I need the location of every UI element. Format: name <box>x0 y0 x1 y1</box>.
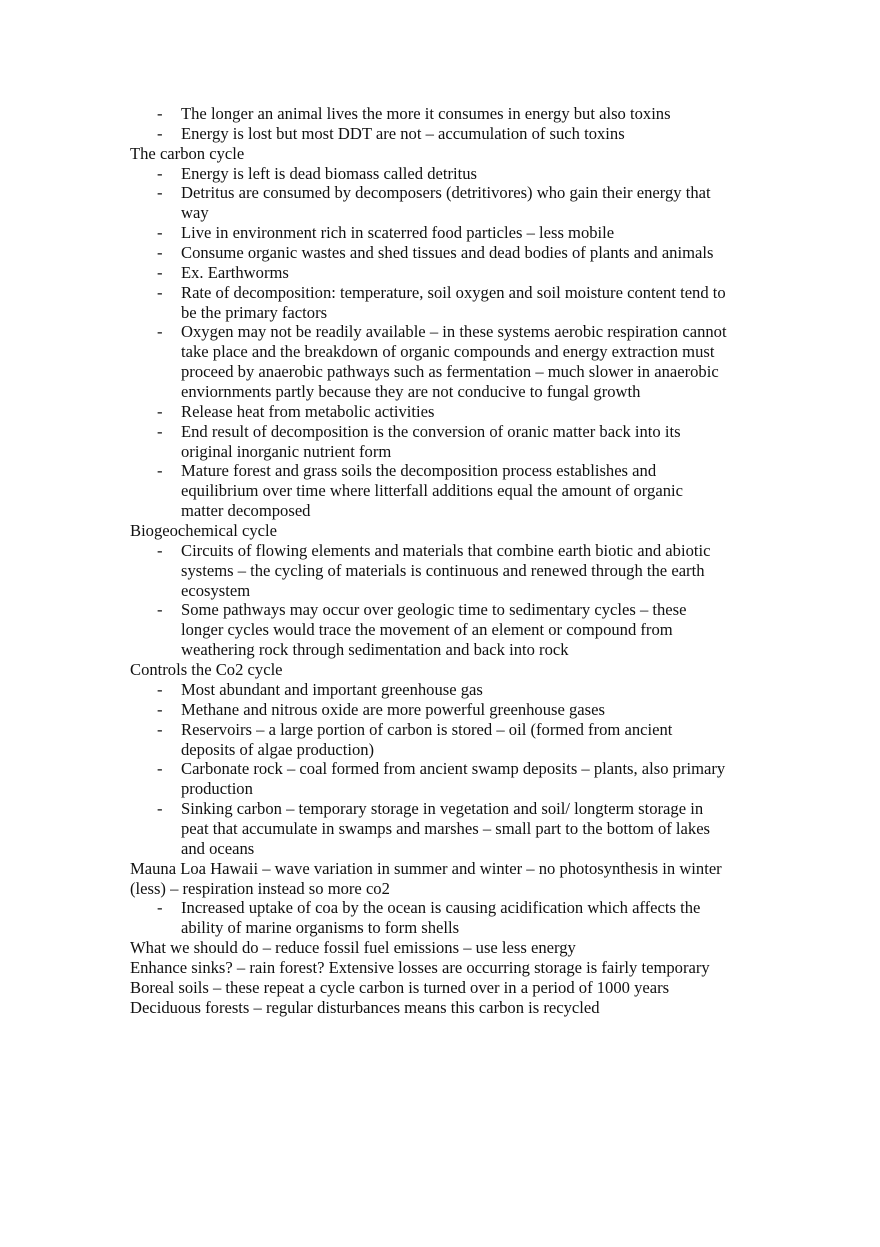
bullet-dash: - <box>157 123 163 143</box>
paragraph <box>130 144 770 164</box>
text-line: Sinking carbon – temporary storage in vegetation and soil/ longterm storage in <box>181 799 704 819</box>
bullet-dash: - <box>157 759 163 779</box>
paragraph <box>130 521 770 541</box>
text-line: original inorganic nutrient form <box>181 441 392 461</box>
paragraph <box>130 859 770 899</box>
bullet-item <box>130 322 770 401</box>
bullet-dash: - <box>157 898 163 918</box>
bullet-item <box>130 223 770 243</box>
text-line: The longer an animal lives the more it consumes in energy but also toxins <box>181 104 671 123</box>
text-line: equilibrium over time where litterfall additions equal the amount of organic <box>181 481 683 501</box>
bullet-item <box>130 720 770 760</box>
bullet-dash: - <box>157 799 163 819</box>
text-line: End result of decomposition is the conversion of oranic matter back into its <box>181 421 681 441</box>
text-line: Rate of decomposition: temperature, soil oxygen and soil moisture content tend to <box>181 282 726 302</box>
text-line: Energy is lost but most DDT are not – accumulation of such toxins <box>181 123 625 143</box>
text-line: longer cycles would trace the movement of an element or compound from <box>181 620 673 640</box>
text-line: be the primary factors <box>181 302 328 322</box>
bullet-dash: - <box>157 600 163 620</box>
text-line: ecosystem <box>181 580 251 600</box>
paragraph <box>130 958 770 978</box>
text-line: way <box>181 203 209 223</box>
bullet-item <box>130 898 770 938</box>
paragraph <box>130 660 770 680</box>
bullet-dash: - <box>157 461 163 481</box>
text-line: systems – the cycling of materials is continuous and renewed through the earth <box>181 560 705 580</box>
bullet-item <box>130 283 770 323</box>
bullet-item <box>130 700 770 720</box>
text-line: enviornments partly because they are not conducive to fungal growth <box>181 382 641 402</box>
paragraph <box>130 998 770 1018</box>
paragraph <box>130 938 770 958</box>
bullet-item <box>130 124 770 144</box>
bullet-dash: - <box>157 282 163 302</box>
text-line: Enhance sinks? – rain forest? Extensive losses are occurring storage is fairly temporary <box>130 957 710 977</box>
text-line: production <box>181 779 253 799</box>
bullet-dash: - <box>157 699 163 719</box>
text-line: Mature forest and grass soils the decomposition process establishes and <box>181 461 657 481</box>
text-line: Circuits of flowing elements and materials that combine earth biotic and abiotic <box>181 540 711 560</box>
bullet-item <box>130 263 770 283</box>
text-line: Methane and nitrous oxide are more powerful greenhouse gases <box>181 699 605 719</box>
text-line: matter decomposed <box>181 501 311 521</box>
bullet-dash: - <box>157 719 163 739</box>
bullet-dash: - <box>157 421 163 441</box>
text-line: Release heat from metabolic activities <box>181 401 435 421</box>
bullet-dash: - <box>157 540 163 560</box>
text-line: and oceans <box>181 838 255 858</box>
bullet-item <box>130 243 770 263</box>
text-line: Some pathways may occur over geologic time to sedimentary cycles – these <box>181 600 687 620</box>
text-line: Ex. Earthworms <box>181 262 289 282</box>
text-line: Consume organic wastes and shed tissues and dead bodies of plants and animals <box>181 243 714 263</box>
text-line: peat that accumulate in swamps and marshes – small part to the bottom of lakes <box>181 818 711 838</box>
bullet-item <box>130 183 770 223</box>
text-line: weathering rock through sedimentation and back into rock <box>181 640 569 660</box>
bullet-item <box>130 104 770 124</box>
text-line: Reservoirs – a large portion of carbon is stored – oil (formed from ancient <box>181 719 673 739</box>
document-page <box>130 104 770 1018</box>
bullet-dash: - <box>157 183 163 203</box>
bullet-item <box>130 680 770 700</box>
bullet-item <box>130 759 770 799</box>
bullet-item <box>130 422 770 462</box>
paragraph <box>130 978 770 998</box>
text-line: (less) – respiration instead so more co2 <box>130 878 390 898</box>
text-line: take place and the breakdown of organic compounds and energy extraction must <box>181 342 715 362</box>
bullet-item <box>130 799 770 859</box>
text-line: Live in environment rich in scaterred food particles – less mobile <box>181 223 615 243</box>
bullet-dash: - <box>157 104 163 123</box>
text-line: Mauna Loa Hawaii – wave variation in summer and winter – no photosynthesis in winter <box>130 858 722 878</box>
text-line: Boreal soils – these repeat a cycle carbon is turned over in a period of 1000 years <box>130 977 670 997</box>
text-line: Most abundant and important greenhouse gas <box>181 679 483 699</box>
text-line: Deciduous forests – regular disturbances means this carbon is recycled <box>130 997 600 1017</box>
bullet-dash: - <box>157 679 163 699</box>
bullet-dash: - <box>157 322 163 342</box>
bullet-item <box>130 541 770 601</box>
bullet-item <box>130 461 770 521</box>
bullet-dash: - <box>157 163 163 183</box>
text-line: Biogeochemical cycle <box>130 521 277 541</box>
bullet-item <box>130 164 770 184</box>
bullet-item <box>130 600 770 660</box>
text-line: Increased uptake of coa by the ocean is causing acidification which affects the <box>181 898 701 918</box>
text-line: Detritus are consumed by decomposers (detritivores) who gain their energy that <box>181 183 711 203</box>
text-line: proceed by anaerobic pathways such as fermentation – much slower in anaerobic <box>181 362 719 382</box>
bullet-dash: - <box>157 401 163 421</box>
text-line: The carbon cycle <box>130 143 245 163</box>
bullet-item <box>130 402 770 422</box>
bullet-dash: - <box>157 262 163 282</box>
text-line: Controls the Co2 cycle <box>130 660 283 680</box>
text-line: Energy is left is dead biomass called detritus <box>181 163 478 183</box>
bullet-dash: - <box>157 223 163 243</box>
text-line: Oxygen may not be readily available – in these systems aerobic respiration cannot <box>181 322 727 342</box>
bullet-dash: - <box>157 243 163 263</box>
text-line: ability of marine organisms to form shells <box>181 918 460 938</box>
text-line: Carbonate rock – coal formed from ancient swamp deposits – plants, also primary <box>181 759 726 779</box>
text-line: What we should do – reduce fossil fuel emissions – use less energy <box>130 938 576 958</box>
text-line: deposits of algae production) <box>181 739 375 759</box>
